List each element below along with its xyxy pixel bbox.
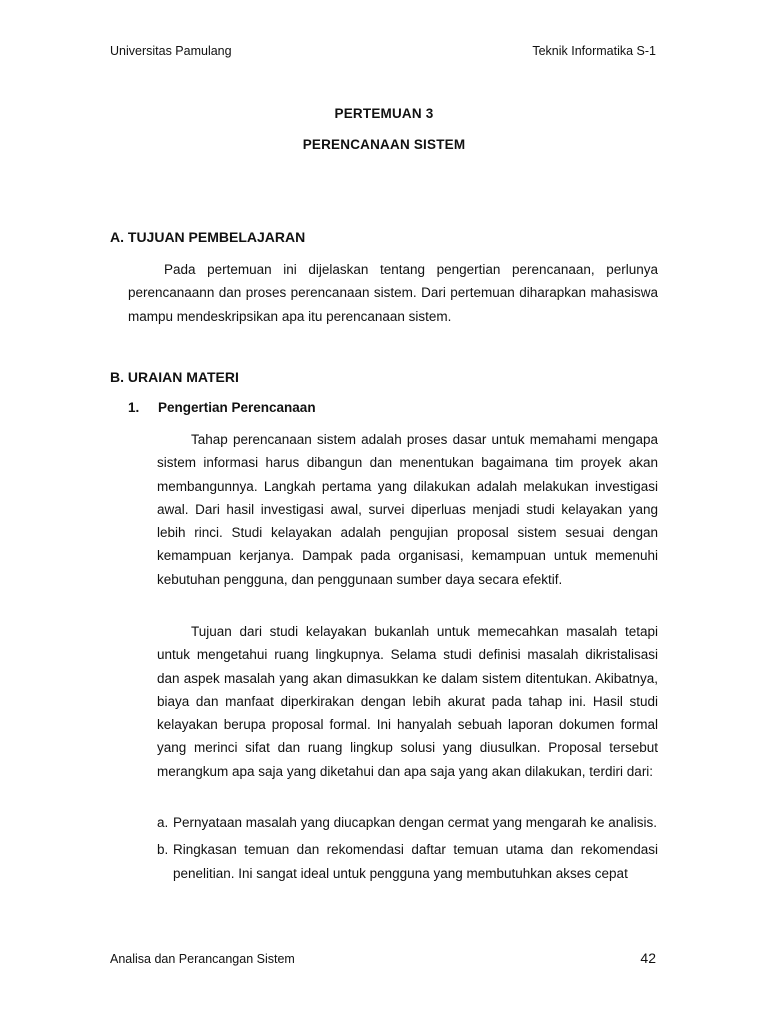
subsection-heading (128, 400, 316, 415)
subsection-number: 1. (128, 400, 140, 415)
footer-course-name: Analisa dan Perancangan Sistem (110, 952, 295, 966)
section-b-heading: B. URAIAN MATERI (110, 369, 239, 385)
subsection-title: Pengertian Perencanaan (158, 400, 316, 415)
header-institution: Universitas Pamulang (110, 44, 232, 58)
list-item (157, 811, 658, 834)
list-item-text: Ringkasan temuan dan rekomendasi daftar temuan utama dan rekomendasi penelitian. Ini sangat ideal untuk pengguna yang membutuhkan akses cepat (173, 842, 658, 881)
section-a-heading: A. TUJUAN PEMBELAJARAN (110, 229, 306, 245)
section-a-paragraph: Pada pertemuan ini dijelaskan tentang pengertian perencanaan, perlunya perencanaann dan proses perencanaan sistem. Dari pertemuan diharapkan mahasiswa mampu mendeskripsikan apa itu perencanaan sistem. (128, 262, 658, 324)
list-item-text: Pernyataan masalah yang diucapkan dengan cermat yang mengarah ke analisis. (173, 815, 658, 830)
chapter-title: PERENCANAAN SISTEM (302, 137, 466, 152)
list-marker: a. (157, 815, 169, 830)
body-paragraph-1: Tahap perencanaan sistem adalah proses dasar untuk memahami mengapa sistem informasi harus dibangun dan menentukan bagaimana tim proyek akan membangunnya. Langkah pertama yang dilakukan adalah melakukan investigasi awal. Dari hasil investigasi awal, survei diperluas menjadi studi kelayakan yang lebih rinci. Studi kelayakan adalah pengujian proposal sistem sesuai dengan kemampuan kerjanya. Dampak pada organisasi, kemampuan untuk memenuhi kebutuhan pengguna, dan penggunaan sumber daya secara efektif. (157, 432, 658, 587)
meeting-title: PERTEMUAN 3 (334, 106, 434, 121)
proposal-contents-list (157, 811, 658, 889)
page-number: 42 (640, 950, 656, 966)
body-paragraph-2: Tujuan dari studi kelayakan bukanlah untuk memecahkan masalah tetapi untuk mengetahui ruang lingkupnya. Selama studi definisi masalah dikristalisasi dan aspek masalah yang akan dimasukkan ke dalam sistem ditentukan. Akibatnya, biaya dan manfaat diperkirakan dengan lebih akurat pada tahap ini. Hasil studi kelayakan berupa proposal formal. Ini hanyalah sebuah laporan dokumen formal yang merinci sifat dan ruang lingkup solusi yang diusulkan. Proposal tersebut merangkum apa saja yang diketahui dan apa saja yang akan dilakukan, terdiri dari: (157, 624, 658, 779)
list-marker: b. (157, 842, 169, 858)
list-item (157, 838, 658, 885)
header-program: Teknik Informatika S-1 (532, 44, 656, 58)
